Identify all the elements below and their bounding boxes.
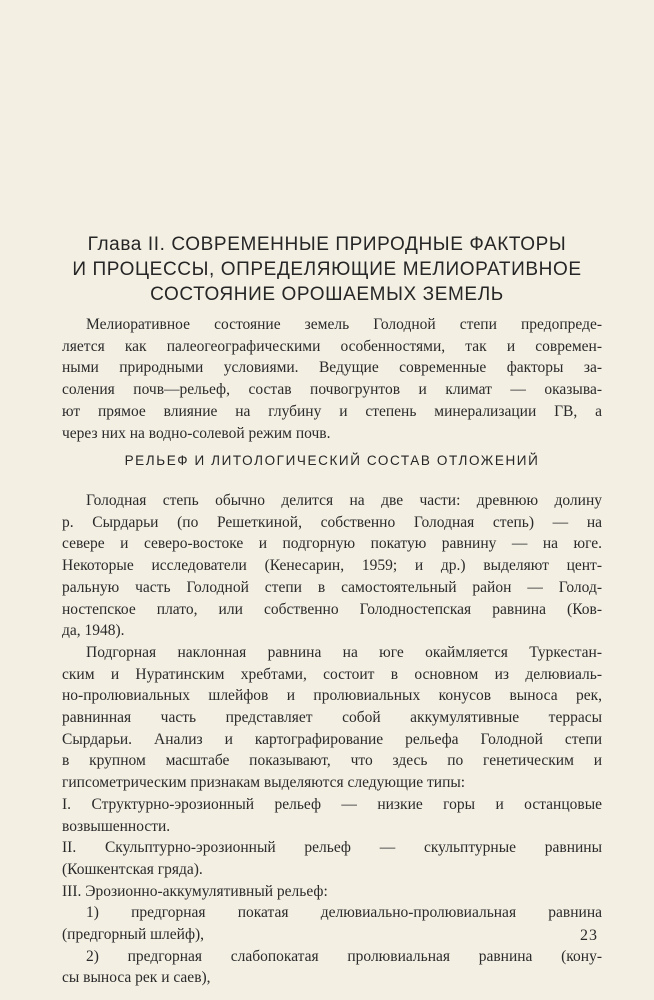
text-line: ляется как палеогеографическими особенностями, так и современ- <box>62 337 602 355</box>
text-line: ными природными условиями. Ведущие современные факторы за- <box>62 359 602 377</box>
list-item: (Кошкентская гряда). <box>62 860 203 878</box>
chapter-title-line: И ПРОЦЕССЫ, ОПРЕДЕЛЯЮЩИЕ МЕЛИОРАТИВНОЕ <box>72 259 582 280</box>
list-item: 1) предгорная покатая делювиально-пролювиальная равнина <box>86 904 602 922</box>
body-text <box>62 490 602 989</box>
list-item: I. Структурно-эрозионный рельеф — низкие горы и останцовые <box>62 795 602 813</box>
text-line: Подгорная наклонная равнина на юге окаймляется Туркестан- <box>86 643 602 661</box>
text-line: Голодная степь обычно делится на две части: древнюю долину <box>86 492 602 509</box>
list-item: возвышенности. <box>62 817 171 835</box>
text-line: ностепское плато, или собственно Голодностепская равнина (Ков- <box>62 600 602 618</box>
text-line: но-пролювиальных шлейфов и пролювиальных конусов выноса рек, <box>62 687 602 705</box>
text-line: Некоторые исследователи (Кенесарин, 1959; и др.) выделяют цент- <box>62 557 602 575</box>
text-line: да, 1948). <box>62 622 125 640</box>
list-item: 2) предгорная слабопокатая пролювиальная равнина (кону- <box>86 947 602 965</box>
section-heading: РЕЛЬЕФ И ЛИТОЛОГИЧЕСКИЙ СОСТАВ ОТЛОЖЕНИЙ <box>124 453 540 468</box>
text-line: через них на водно-солевой режим почв. <box>62 424 331 442</box>
page-number: 23 <box>580 927 598 944</box>
text-line: Сырдарьи. Анализ и картографирование рельефа Голодной степи <box>62 730 602 748</box>
text-line: севере и северо-востоке и подгорную покатую равнину — на юге. <box>62 535 602 553</box>
text-line: ют прямое влияние на глубину и степень минерализации ГВ, а <box>62 402 602 420</box>
chapter-title-line: Глава II. СОВРЕМЕННЫЕ ПРИРОДНЫЕ ФАКТОРЫ <box>87 234 567 255</box>
list-item: сы выноса рек и саев), <box>62 969 211 987</box>
list-item: II. Скульптурно-эрозионный рельеф — скульптурные равнины <box>62 839 602 857</box>
text-line: Мелиоративное состояние земель Голодной степи предопреде- <box>86 316 602 333</box>
list-item: III. Эрозионно-аккумулятивный рельеф: <box>62 882 328 900</box>
text-line: ским и Нуратинским хребтами, состоит в основном из делювиаль- <box>62 665 602 683</box>
text-line: гипсометрическим признакам выделяются следующие типы: <box>62 774 466 792</box>
text-line: в крупном масштабе показывают, что здесь по генетическим и <box>62 752 602 770</box>
intro-paragraph <box>62 314 602 444</box>
list-item: (предгорный шлейф), <box>62 926 205 944</box>
text-line: ральную часть Голодной степи в самостоятельный район — Голод- <box>62 578 602 596</box>
text-line: равнинная часть представляет собой аккумулятивные террасы <box>62 709 602 727</box>
text-line: соления почв—рельеф, состав почвогрунтов и климат — оказыва- <box>62 381 602 399</box>
chapter-title-line: СОСТОЯНИЕ ОРОШАЕМЫХ ЗЕМЕЛЬ <box>150 284 504 305</box>
text-line: р. Сырдарьи (по Решеткиной, собственно Голодная степь) — на <box>62 513 602 531</box>
chapter-title <box>40 232 614 307</box>
